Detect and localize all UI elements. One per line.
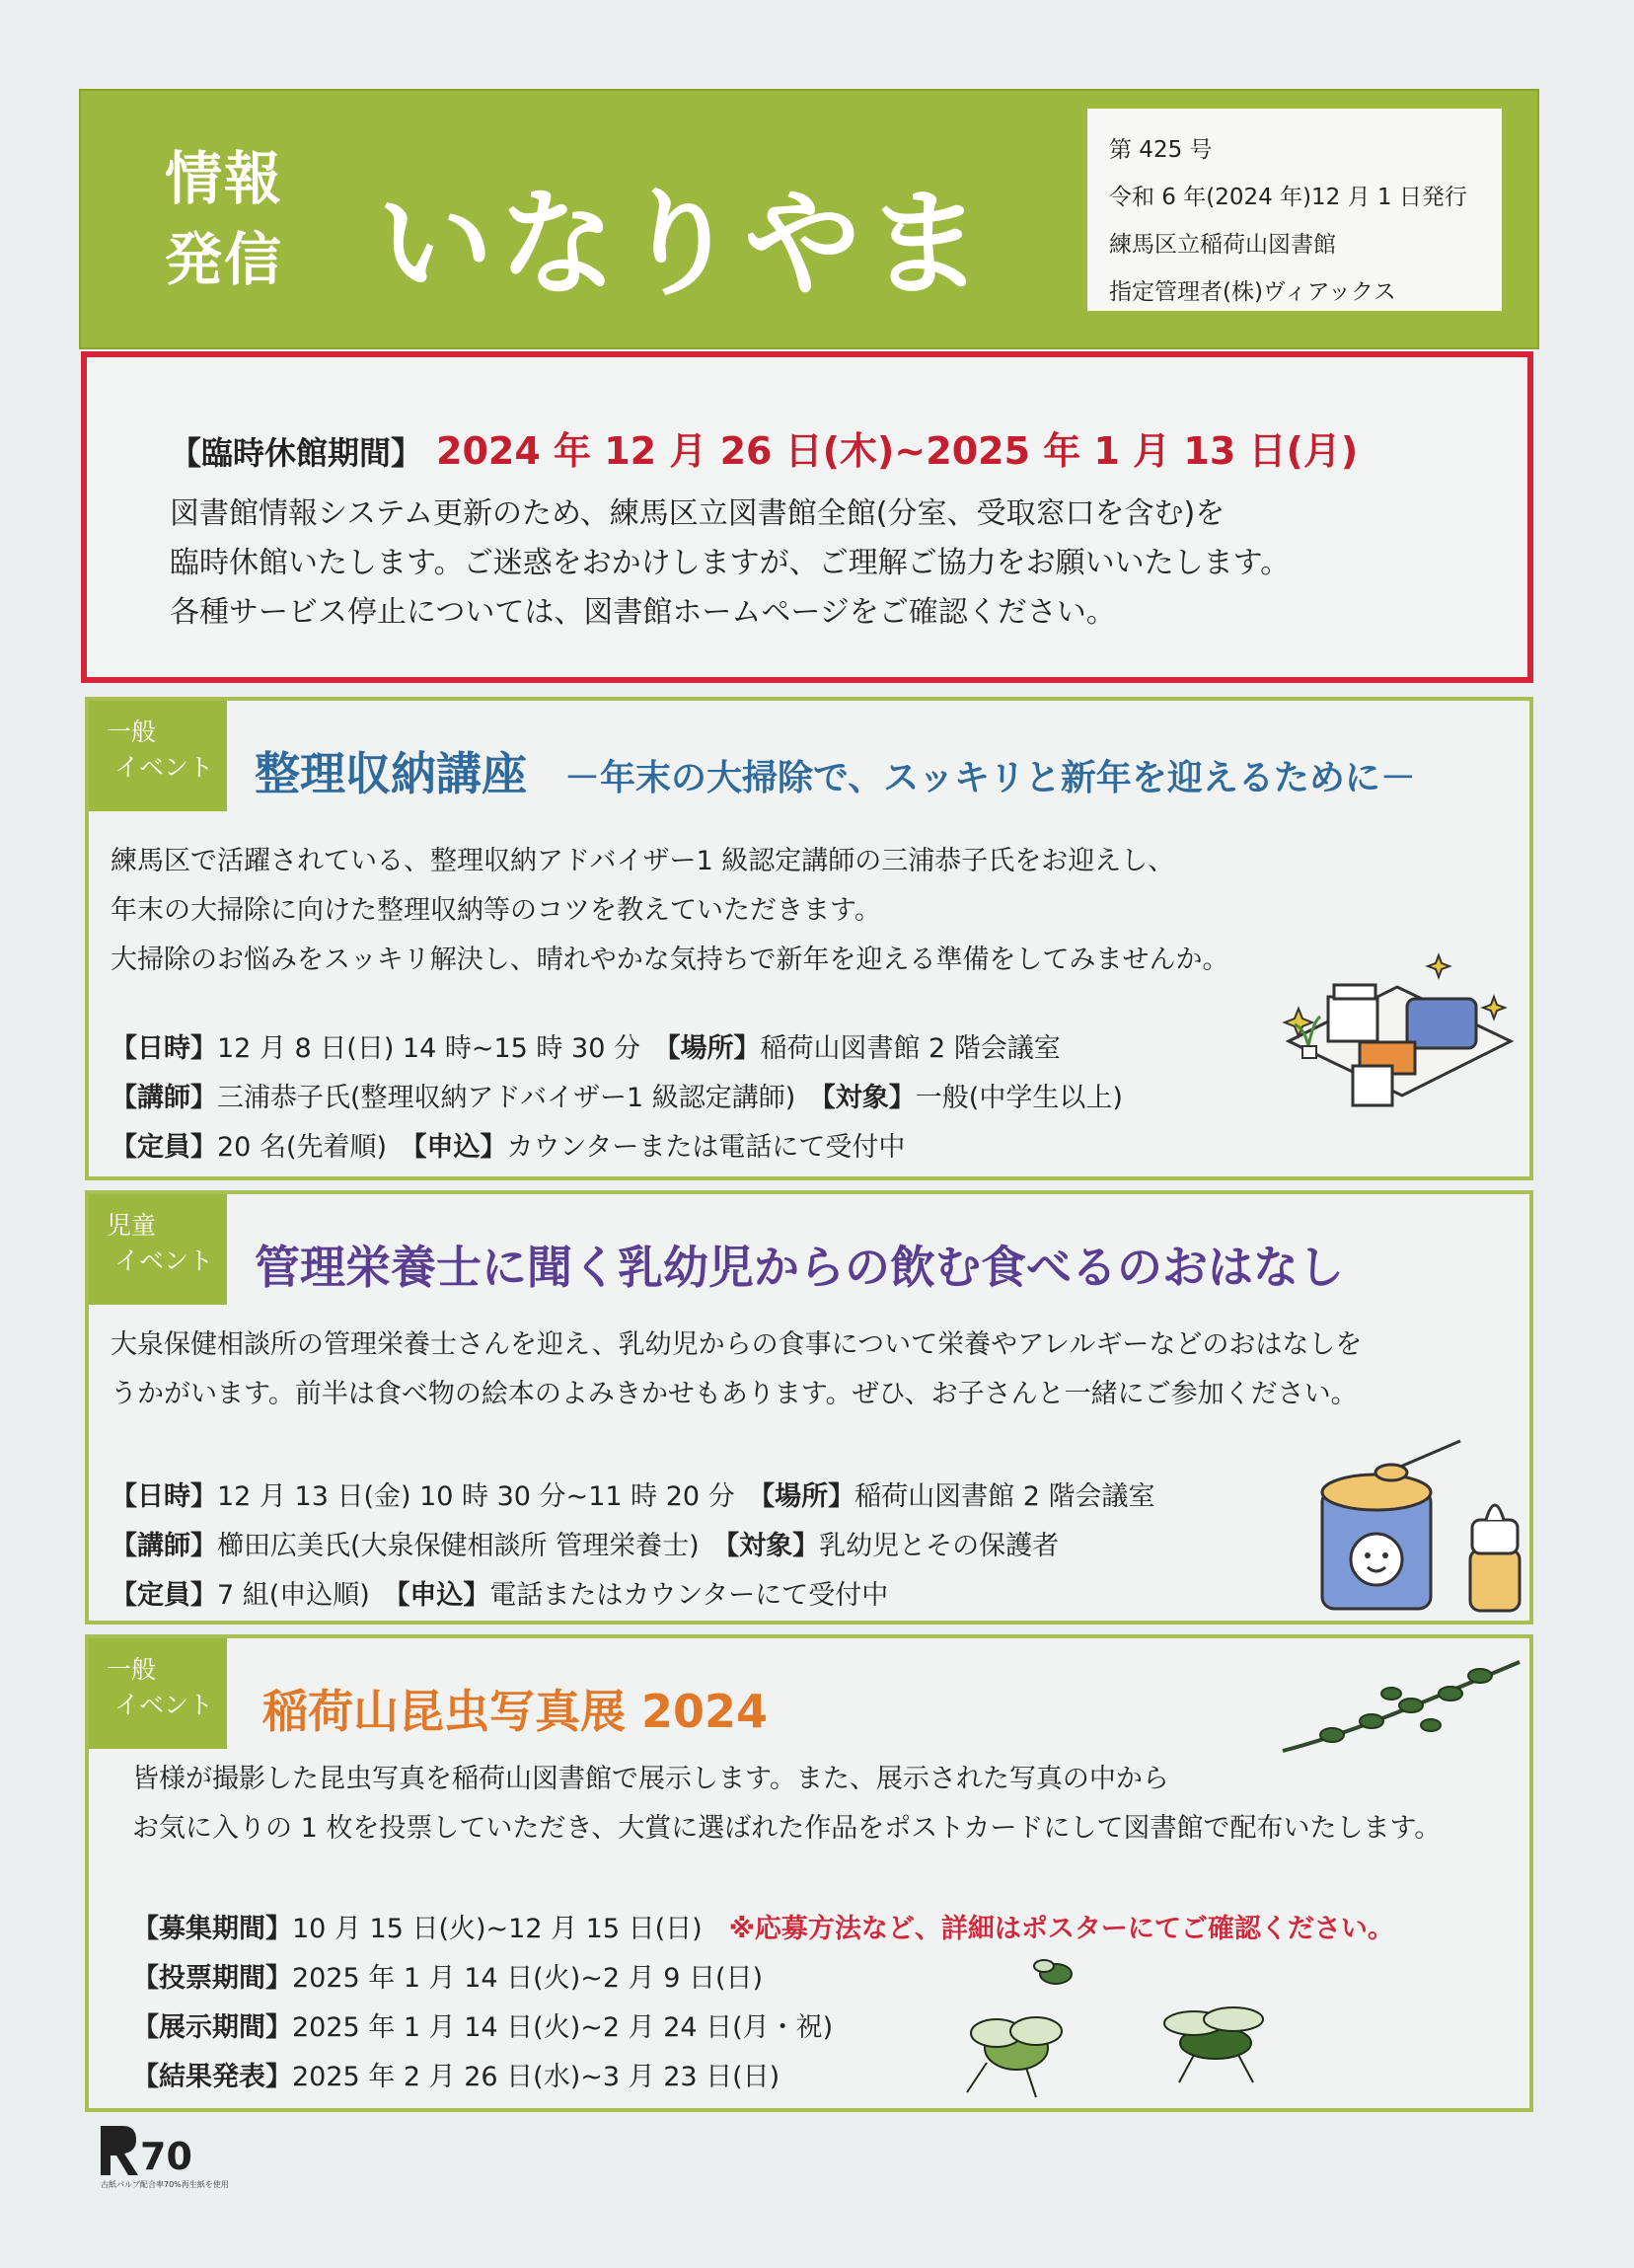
detail-key: 【展示期間】: [132, 2012, 292, 2043]
tag-line: イベント: [114, 1247, 214, 1275]
masthead-label-line2: 発信: [164, 226, 283, 293]
svg-text:古紙パルプ配合率70%再生紙を使用: 古紙パルプ配合率70%再生紙を使用: [101, 2180, 229, 2189]
event-title: 稲荷山昆虫写真展 2024: [262, 1685, 769, 1738]
event-details: [111, 1473, 1155, 1621]
closure-body: [170, 490, 1290, 638]
tag-line: 一般: [107, 1655, 157, 1684]
plant-branch-illustration: [1273, 1654, 1529, 1763]
detail-key: 【申込】: [396, 1580, 490, 1611]
description-line: 練馬区で活躍されている、整理収納アドバイザー1 級認定講師の三浦恭子氏をお迎えし、: [111, 846, 1175, 876]
masthead: [79, 89, 1539, 349]
tag-line: 一般: [107, 718, 157, 746]
masthead-label-line1: 情報: [164, 145, 283, 212]
detail-value: 12 月 8 日(日) 14 時~15 時 30 分: [217, 1033, 640, 1064]
library-name: 練馬区立稲荷山図書館: [1109, 232, 1336, 258]
manager-name: 指定管理者(株)ヴィアックス: [1109, 279, 1396, 305]
event-title: [255, 738, 1416, 803]
event-title-text: 整理収納講座: [255, 747, 527, 800]
detail-value: 20 名(先着順): [217, 1132, 388, 1163]
event-insect-photo-exhibit: [85, 1634, 1533, 2112]
detail-key: 【対象】: [725, 1531, 820, 1561]
detail-key: 【募集期間】: [132, 1914, 292, 1944]
detail-row: [111, 1123, 1123, 1172]
tag-line: 児童: [107, 1211, 157, 1240]
detail-value: 一般(中学生以上): [915, 1083, 1123, 1113]
detail-key: 【対象】: [822, 1083, 916, 1113]
detail-key: 【場所】: [761, 1481, 855, 1512]
detail-key: 【日時】: [111, 1481, 217, 1512]
detail-key: 【申込】: [413, 1132, 507, 1163]
description-line: お気に入りの 1 枚を投票していただき、大賞に選ばれた作品をポストカードにして図書館で配布いたします。: [132, 1813, 1442, 1844]
detail-key: 【定員】: [111, 1580, 217, 1611]
detail-value: 乳幼児とその保護者: [819, 1531, 1060, 1561]
description-line: 皆様が撮影した昆虫写真を稲荷山図書館で展示します。また、展示された写真の中から: [132, 1764, 1169, 1794]
event-subtitle: －年末の大掃除で、スッキリと新年を迎えるために－: [564, 758, 1416, 798]
detail-value: 櫛田広美氏(大泉保健相談所 管理栄養士): [217, 1531, 700, 1561]
closure-label: 【臨時休館期間】: [170, 434, 423, 472]
tag-line: イベント: [114, 1691, 214, 1719]
insects-illustration: [957, 1954, 1283, 2102]
masthead-label: [150, 138, 298, 300]
detail-key: 【定員】: [111, 1132, 217, 1163]
event-category-tag: [89, 701, 227, 811]
event-description: [111, 1321, 1362, 1419]
detail-value: カウンターまたは電話にて受付中: [506, 1132, 906, 1163]
detail-value: 7 組(申込順): [217, 1580, 370, 1611]
detail-value: 2025 年 1 月 14 日(火)~2 月 9 日(日): [292, 1963, 764, 1994]
issue-info-box: [1087, 109, 1502, 311]
detail-row: [111, 1571, 1155, 1621]
description-line: 大掃除のお悩みをスッキリ解決し、晴れやかな気持ちで新年を迎える準備をしてみませんか。: [111, 945, 1229, 975]
recycled-paper-logo: [97, 2122, 229, 2191]
closure-line: 臨時休館いたします。ご迷惑をおかけしますが、ご理解ご協力をお願いいたします。: [170, 546, 1291, 580]
detail-value: 2025 年 1 月 14 日(火)~2 月 24 日(月・祝): [292, 2012, 834, 2043]
detail-value: 稲荷山図書館 2 階会議室: [760, 1033, 1061, 1064]
baby-food-illustration: [1312, 1431, 1529, 1619]
description-line: うかがいます。前半は食べ物の絵本のよみきかせもあります。ぜひ、お子さんと一緒にご参加ください。: [111, 1379, 1358, 1409]
closure-line: 各種サービス停止については、図書館ホームページをご確認ください。: [170, 595, 1116, 630]
tag-line: イベント: [114, 753, 214, 782]
detail-value: 2025 年 2 月 26 日(水)~3 月 23 日(日): [292, 2062, 780, 2092]
detail-key: 【日時】: [111, 1033, 217, 1064]
r70-mark-icon: [97, 2122, 229, 2191]
closure-heading: [170, 420, 1358, 475]
newsletter-title: いなりやま: [377, 176, 990, 312]
detail-row: [111, 1074, 1123, 1123]
event-category-tag: [89, 1194, 227, 1305]
living-room-illustration: [1269, 947, 1525, 1125]
event-details: [111, 1024, 1123, 1172]
detail-row: [111, 1024, 1123, 1074]
detail-key: 【場所】: [666, 1033, 761, 1064]
closure-dates: 2024 年 12 月 26 日(木)~2025 年 1 月 13 日(月): [436, 429, 1359, 473]
issue-number: 第 425 号: [1109, 137, 1213, 163]
description-line: 大泉保健相談所の管理栄養士さんを迎え、乳幼児からの食事について栄養やアレルギーなどのおはなしを: [111, 1329, 1363, 1360]
detail-key: 【講師】: [111, 1531, 217, 1561]
detail-key: 【投票期間】: [132, 1963, 292, 1994]
svg-text:70: 70: [140, 2135, 192, 2178]
event-description: [111, 837, 1228, 985]
detail-value: 稲荷山図書館 2 階会議室: [854, 1481, 1155, 1512]
description-line: 年末の大掃除に向けた整理収納等のコツを教えていただきます。: [111, 895, 881, 926]
detail-value: 電話またはカウンターにて受付中: [489, 1580, 889, 1611]
event-organizing-lecture: [85, 697, 1533, 1180]
detail-key: 【講師】: [111, 1083, 217, 1113]
event-nutrition-talk: [85, 1190, 1533, 1625]
event-category-tag: [89, 1638, 227, 1749]
event-title: 管理栄養士に聞く乳幼児からの飲む食べるのおはなし: [255, 1241, 1344, 1294]
detail-value: 三浦恭子氏(整理収納アドバイザー1 級認定講師): [217, 1083, 796, 1113]
closure-line: 図書館情報システム更新のため、練馬区立図書館全館(分室、受取窓口を含む)を: [170, 496, 1226, 531]
event-description: [132, 1755, 1441, 1853]
poster-note: ※応募方法など、詳細はポスターにてご確認ください。: [728, 1914, 1394, 1944]
detail-row: [111, 1473, 1155, 1522]
detail-value: 12 月 13 日(金) 10 時 30 分~11 時 20 分: [217, 1481, 735, 1512]
issue-date: 令和 6 年(2024 年)12 月 1 日発行: [1109, 185, 1467, 210]
detail-key: 【結果発表】: [132, 2062, 292, 2092]
detail-value: 10 月 15 日(火)~12 月 15 日(日): [292, 1914, 703, 1944]
detail-row: [132, 1905, 1394, 1954]
detail-row: [111, 1522, 1155, 1571]
closure-notice: [81, 351, 1533, 683]
